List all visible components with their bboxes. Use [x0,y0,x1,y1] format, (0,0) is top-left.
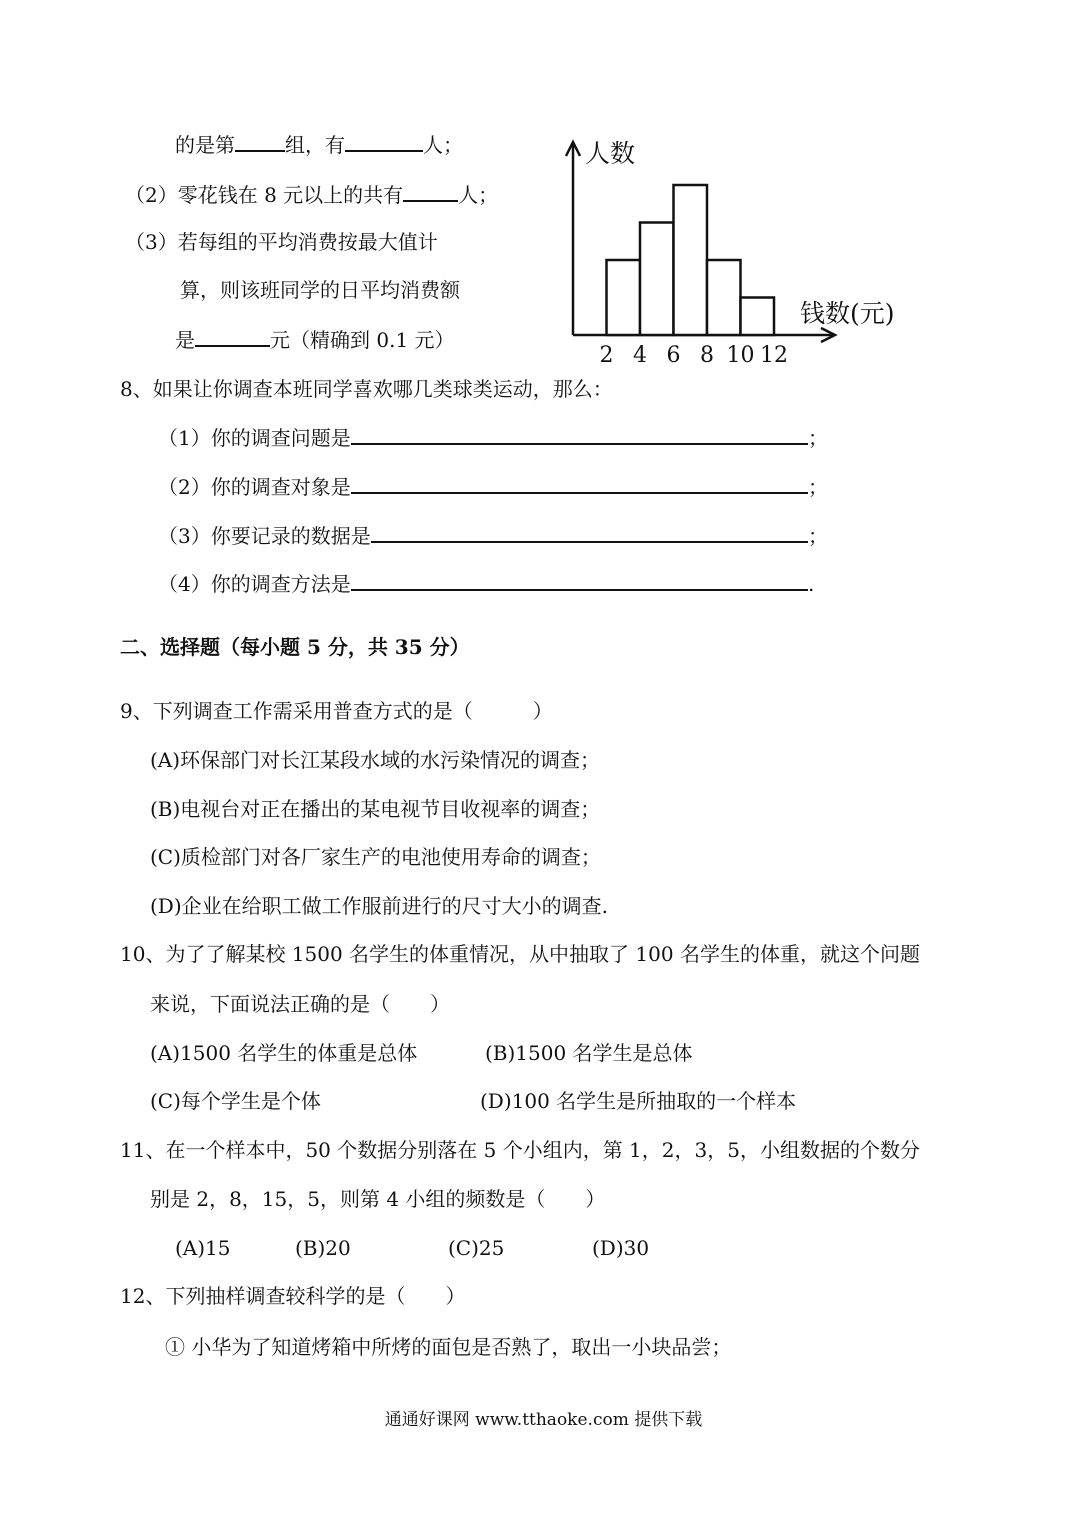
q11-option-b[interactable]: (B)20 [295,1236,351,1260]
q9-option-c[interactable]: (C)质检部门对各厂家生产的电池使用寿命的调查； [150,845,601,869]
q8-item-end: . [808,572,815,596]
q8-item [158,521,828,550]
x-tick-label: 8 [700,343,714,368]
histogram-chart [550,130,920,375]
q7-line5: 是 元（精确到 0.1 元） [175,325,455,354]
q7-line4: 算，则该班同学的日平均消费额 [180,278,460,302]
answer-blank-average[interactable] [195,325,270,347]
q11-stem-1: 11、在一个样本中，50 个数据分别落在 5 个小组内，第 1，2，3，5，小组数据的个数分 [120,1138,920,1162]
q10-stem-1: 10、为了了解某校 1500 名学生的体重情况，从中抽取了 100 名学生的体重，就这个问题 [120,942,920,966]
q8-stem: 8、如果让你调查本班同学喜欢哪几类球类运动，那么： [120,377,613,401]
q8-answer-line[interactable] [371,521,808,543]
q8-item-end: ； [808,426,828,450]
q7-line2: （2）零花钱在 8 元以上的共有 人； [125,180,498,209]
x-tick-label: 10 [726,343,755,368]
y-axis-label: 人数 [585,139,636,168]
histogram-bar [607,260,641,335]
q10-option-d[interactable]: (D)100 名学生是所抽取的一个样本 [480,1089,797,1113]
q9-option-b[interactable]: (B)电视台对正在播出的某电视节目收视率的调查； [150,797,601,821]
chart-ticks [600,343,789,368]
answer-blank-over8[interactable] [403,180,458,202]
q11-option-d[interactable]: (D)30 [592,1236,650,1260]
x-tick-label: 2 [599,343,614,368]
q11-option-c[interactable]: (C)25 [448,1236,505,1260]
q12-item-1: ① 小华为了知道烤箱中所烤的面包是否熟了，取出一小块品尝； [165,1335,732,1359]
q9-stem: 9、下列调查工作需采用普查方式的是（ ） [120,699,553,723]
histogram-bar [707,260,741,335]
q8-item [158,569,814,598]
q11-stem-2: 别是 2，8，15，5，则第 4 小组的频数是（ ） [150,1187,606,1211]
q8-answer-line[interactable] [351,472,808,494]
q8-answer-line[interactable] [351,423,808,445]
x-tick-label: 4 [633,343,647,368]
histogram-bar [741,298,775,336]
q9-option-a[interactable]: (A)环保部门对长江某段水域的水污染情况的调查； [150,748,601,772]
histogram-bar [674,185,708,335]
q9-option-d[interactable]: (D)企业在给职工做工作服前进行的尺寸大小的调查. [150,894,608,918]
page-footer: 通通好课网 www.tthaoke.com 提供下载 [384,1410,703,1430]
answer-blank-people[interactable] [345,130,423,152]
q7-line1: 的是第 组，有 人； [175,130,463,159]
q10-option-b[interactable]: (B)1500 名学生是总体 [485,1041,693,1065]
q8-item-label: （4）你的调查方法是 [158,572,351,596]
q7-line3: （3）若每组的平均消费按最大值计 [125,230,438,254]
section-heading: 二、选择题（每小题 5 分，共 35 分） [120,635,470,659]
x-tick-label: 12 [760,343,788,368]
q10-option-a[interactable]: (A)1500 名学生的体重是总体 [150,1041,418,1065]
x-axis-label: 钱数(元) [800,299,895,328]
q8-item [158,472,828,501]
q8-answer-line[interactable] [351,569,808,591]
q10-option-c[interactable]: (C)每个学生是个体 [150,1089,321,1113]
answer-blank-group[interactable] [235,130,285,152]
q8-item-end: ； [808,524,828,548]
histogram-bar [640,223,674,336]
q8-item-label: （1）你的调查问题是 [158,426,351,450]
q12-stem: 12、下列抽样调查较科学的是（ ） [120,1284,466,1308]
q11-option-a[interactable]: (A)15 [175,1236,231,1260]
q8-item-end: ； [808,475,828,499]
x-tick-label: 6 [666,343,681,368]
chart-bars [607,185,775,335]
q8-item-label: （2）你的调查对象是 [158,475,351,499]
q8-item-label: （3）你要记录的数据是 [158,524,371,548]
q8-item [158,423,828,452]
q10-stem-2: 来说，下面说法正确的是（ ） [150,992,450,1016]
